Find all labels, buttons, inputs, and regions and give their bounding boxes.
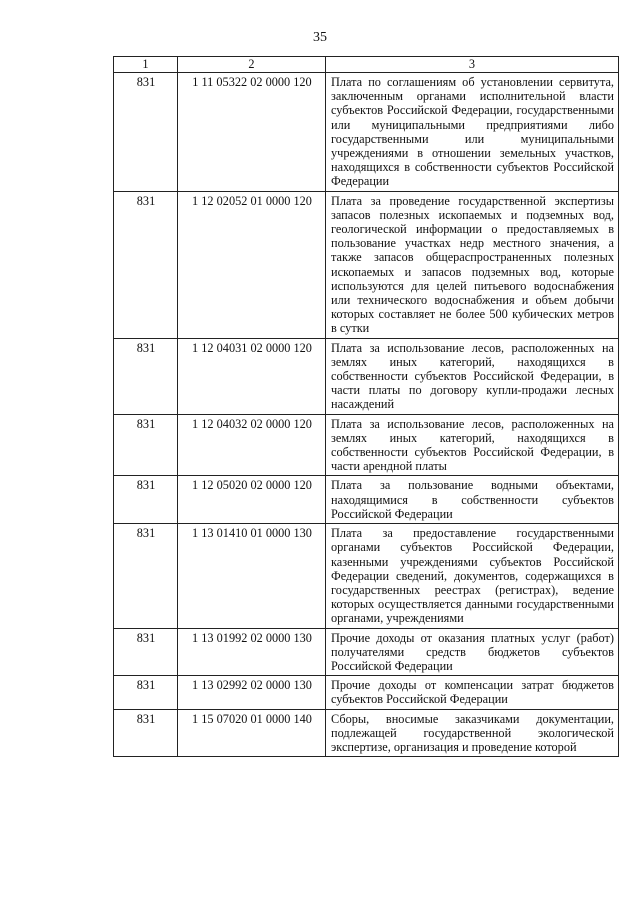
table-row xyxy=(114,709,619,757)
table-row xyxy=(114,628,619,676)
income-description: Сборы, вносимые заказчиками документации, подлежащей государственной экологической экспертизе, организация и проведение которой xyxy=(326,709,619,757)
header-col-3: 3 xyxy=(326,57,619,73)
table-row xyxy=(114,73,619,192)
income-description: Прочие доходы от оказания платных услуг (работ) получателями средств бюджетов субъектов Российской Федерации xyxy=(326,628,619,676)
income-description: Плата по соглашениям об установлении сервитута, заключенным органами исполнительной власти субъектов Российской Федерации, государственными или муниципальными предприятиями либо государственными или муниципальными учреждениями в отношении земельных участков, находящихся в собственности субъектов Российской Федерации xyxy=(326,73,619,192)
budget-code: 1 12 02052 01 0000 120 xyxy=(178,191,326,338)
income-description: Прочие доходы от компенсации затрат бюджетов субъектов Российской Федерации xyxy=(326,676,619,709)
admin-code: 831 xyxy=(114,628,178,676)
budget-code: 1 12 05020 02 0000 120 xyxy=(178,476,326,524)
header-col-2: 2 xyxy=(178,57,326,73)
income-description: Плата за использование лесов, расположенных на землях иных категорий, находящихся в собственности субъектов Российской Федерации, в части платы по договору купли-продажи лесных насаждений xyxy=(326,338,619,414)
table-header-row xyxy=(114,57,619,73)
admin-code: 831 xyxy=(114,476,178,524)
budget-code: 1 12 04031 02 0000 120 xyxy=(178,338,326,414)
page-number: 35 xyxy=(313,30,327,45)
admin-code: 831 xyxy=(114,338,178,414)
budget-code: 1 15 07020 01 0000 140 xyxy=(178,709,326,757)
table-row xyxy=(114,476,619,524)
income-description: Плата за предоставление государственными органами субъектов Российской Федерации, казенными учреждениями субъектов Российской Федерации сведений, документов, содержащихся в государственных реестрах (регистрах), ведение которых осуществляется данными государственными органами, учреждениями xyxy=(326,524,619,628)
admin-code: 831 xyxy=(114,709,178,757)
admin-code: 831 xyxy=(114,524,178,628)
budget-code: 1 13 01992 02 0000 130 xyxy=(178,628,326,676)
table-row xyxy=(114,414,619,476)
admin-code: 831 xyxy=(114,676,178,709)
budget-code: 1 12 04032 02 0000 120 xyxy=(178,414,326,476)
table-row xyxy=(114,338,619,414)
budget-code: 1 13 01410 01 0000 130 xyxy=(178,524,326,628)
admin-code: 831 xyxy=(114,191,178,338)
income-description: Плата за использование лесов, расположенных на землях иных категорий, находящихся в собственности субъектов Российской Федерации, в части арендной платы xyxy=(326,414,619,476)
budget-codes-table xyxy=(113,56,619,757)
admin-code: 831 xyxy=(114,73,178,192)
admin-code: 831 xyxy=(114,414,178,476)
table-row xyxy=(114,676,619,709)
header-col-1: 1 xyxy=(114,57,178,73)
budget-code: 1 11 05322 02 0000 120 xyxy=(178,73,326,192)
income-description: Плата за проведение государственной экспертизы запасов полезных ископаемых и подземных вод, геологической информации о предоставляемых в пользование участках недр местного значения, а также запасов общераспространенных полезных ископаемых и запасов подземных вод, которые используются для целей питьевого водоснабжения или технического водоснабжения и объем добычи которых составляет не более 500 кубических метров в сутки xyxy=(326,191,619,338)
table-row xyxy=(114,191,619,338)
budget-code: 1 13 02992 02 0000 130 xyxy=(178,676,326,709)
income-description: Плата за пользование водными объектами, находящимися в собственности субъектов Российской Федерации xyxy=(326,476,619,524)
table-row xyxy=(114,524,619,628)
